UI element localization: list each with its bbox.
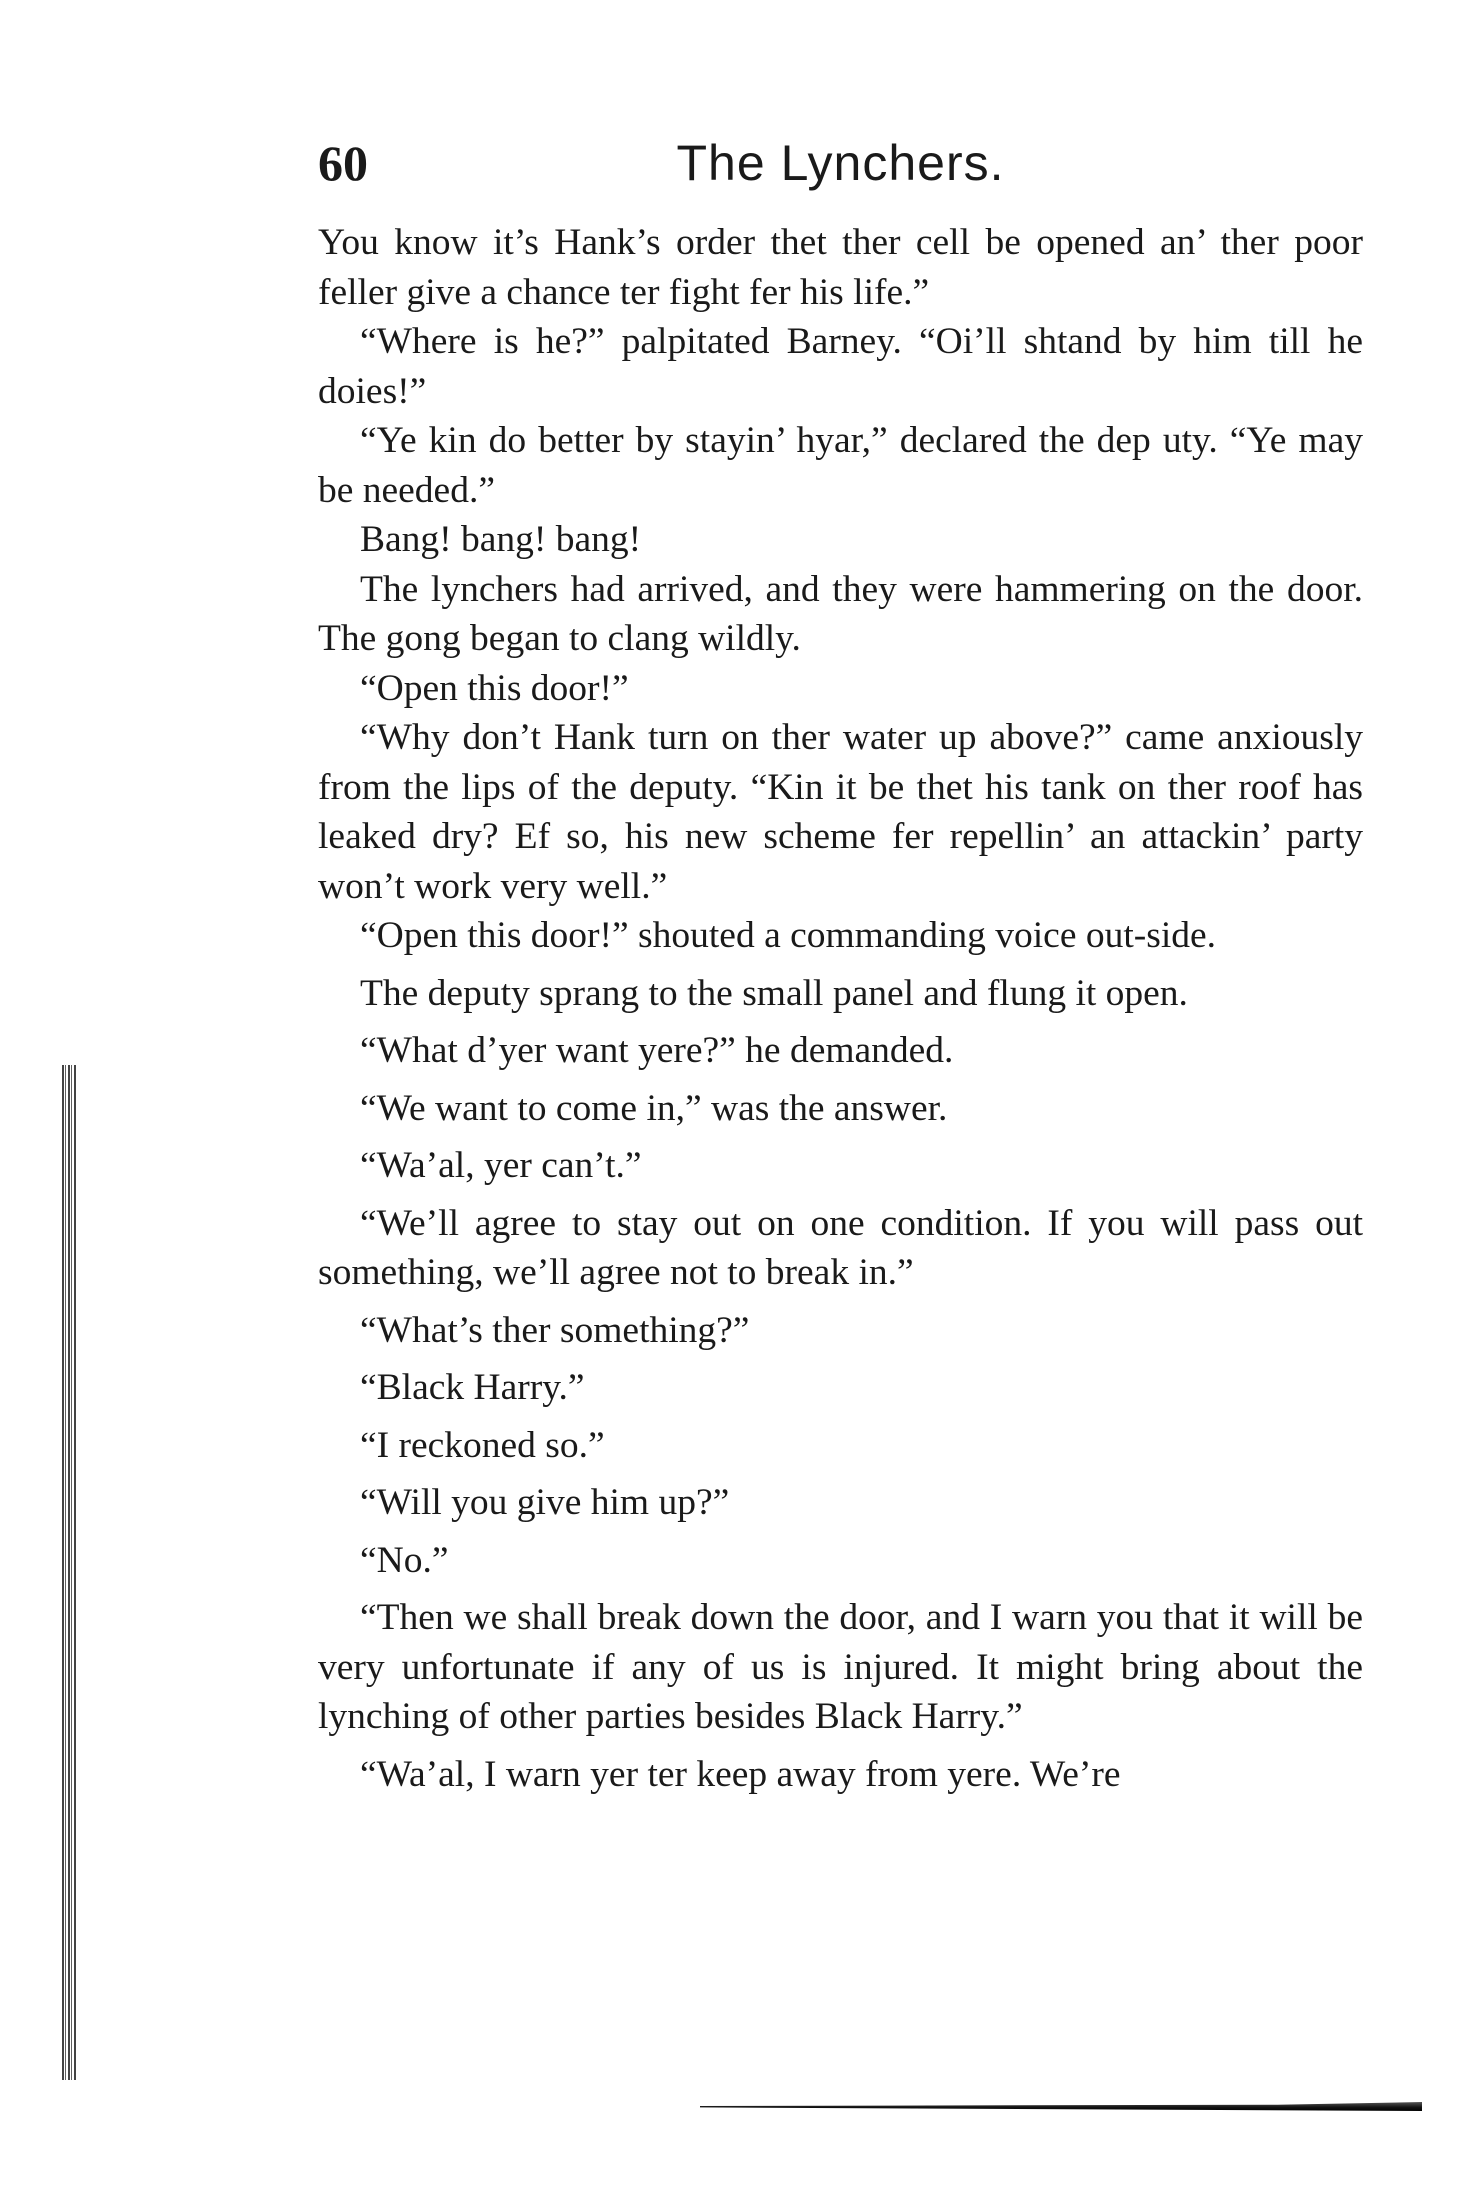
paragraph: The lynchers had arrived, and they were hammering on the door. The gong began to clang wildly. <box>318 568 1363 659</box>
paragraph: “Where is he?” palpitated Barney. “Oi’ll shtand by him till he doies!” <box>318 321 1363 412</box>
paragraph: “What d’yer want yere?” he demanded. <box>360 1030 954 1071</box>
page-number: 60 <box>318 135 368 191</box>
paragraph: “What’s ther something?” <box>360 1309 750 1351</box>
paragraph: “Open this door!” <box>360 667 629 709</box>
paragraph: The deputy sprang to the small panel and flung it open. <box>360 972 1188 1014</box>
body-text <box>318 218 1363 1799</box>
paragraph: Bang! bang! bang! <box>360 519 642 560</box>
bottom-rule <box>700 2102 1422 2111</box>
paragraph: “Will you give him up?” <box>360 1482 730 1523</box>
paragraph: “We want to come in,” was the answer. <box>360 1087 948 1129</box>
scan-binding-edge <box>62 1065 76 2080</box>
paragraph: “Why don’t Hank turn on ther water up above?” came anxiously from the lips of the deputy. “Kin it be thet his tank on ther roof has leaked dry? Ef so, his new scheme fer repellin’ an attackin’ party won’t work very well.” <box>318 717 1363 907</box>
paragraph: “Wa’al, yer can’t.” <box>360 1145 642 1186</box>
page-header <box>318 128 1363 198</box>
paragraph: “Black Harry.” <box>360 1367 585 1408</box>
paragraph: “Ye kin do better by stayin’ hyar,” declared the dep uty. “Ye may be needed.” <box>318 420 1363 511</box>
running-title: The Lynchers. <box>676 135 1005 191</box>
paragraph: “I reckoned so.” <box>360 1424 605 1466</box>
paragraph: You know it’s Hank’s order thet ther cell be opened an’ ther poor feller give a chance ter fight fer his life.” <box>318 222 1363 313</box>
paragraph: “Then we shall break down the door, and I warn you that it will be very unfortunate if any of us is injured. It might bring about the lynching of other parties besides Black Harry.” <box>318 1597 1363 1737</box>
paragraph: “Wa’al, I warn yer ter keep away from yere. We’re <box>360 1753 1121 1795</box>
paragraph: “We’ll agree to stay out on one condition. If you will pass out something, we’ll agree not to break in.” <box>318 1202 1363 1293</box>
paragraph: “No.” <box>360 1539 449 1581</box>
paragraph: “Open this door!” shouted a commanding voice out-side. <box>360 915 1217 956</box>
